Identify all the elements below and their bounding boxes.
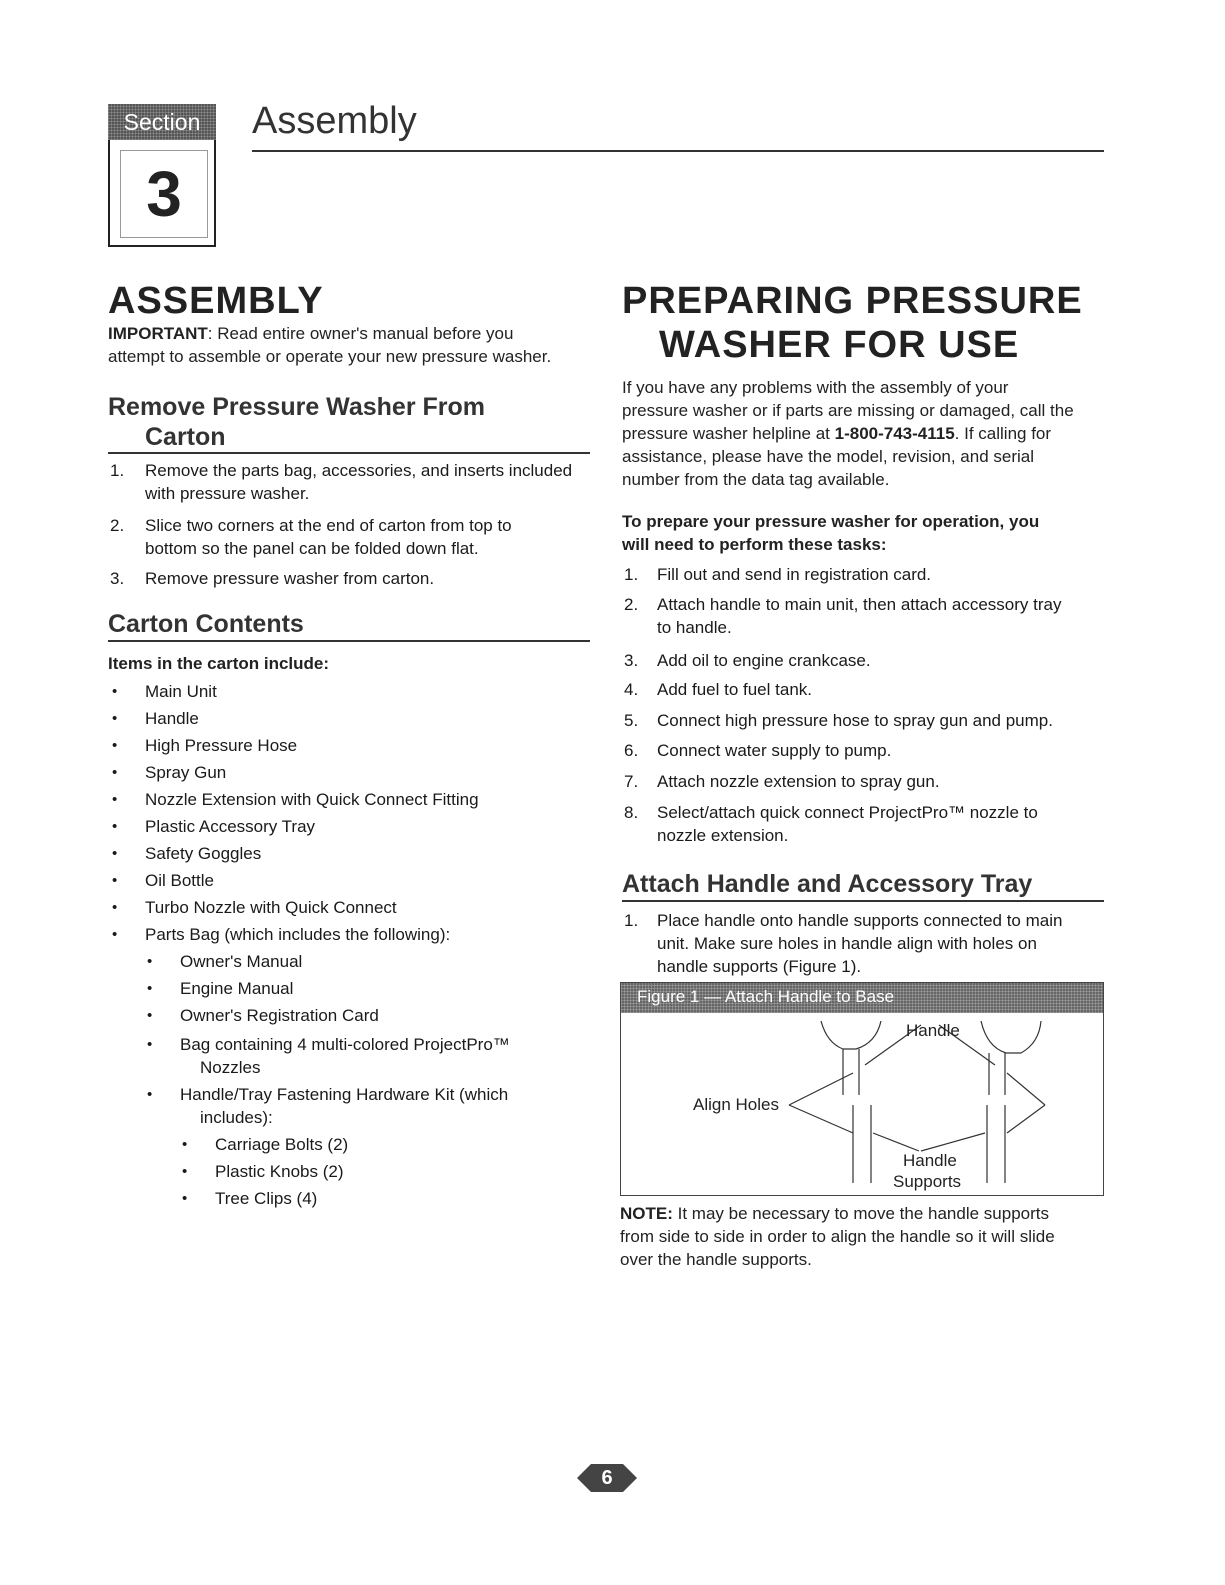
list-item: Parts Bag (which includes the following): bbox=[145, 925, 451, 944]
arrow-align-2 bbox=[789, 1105, 853, 1133]
step-text: bottom so the panel can be folded down flat. bbox=[145, 539, 479, 558]
note-text: It may be necessary to move the handle supports bbox=[672, 1204, 1049, 1223]
important-text-2: attempt to assemble or operate your new pressure washer. bbox=[108, 347, 552, 366]
intro-line: pressure washer or if parts are missing or damaged, call the bbox=[622, 401, 1074, 420]
list-item: Plastic Accessory Tray bbox=[145, 817, 316, 836]
bullet: • bbox=[112, 791, 118, 808]
list-item: Safety Goggles bbox=[145, 844, 262, 863]
bullet: • bbox=[112, 737, 118, 754]
task-number: 8. bbox=[624, 803, 639, 822]
figure-caption-bar bbox=[621, 983, 1103, 1013]
hardware-item: Carriage Bolts (2) bbox=[215, 1135, 349, 1154]
task-number: 2. bbox=[624, 595, 639, 614]
task-text: Connect high pressure hose to spray gun and pump. bbox=[657, 711, 1053, 730]
task-text: nozzle extension. bbox=[657, 826, 789, 845]
list-item: Handle bbox=[145, 709, 199, 728]
step-number: 1. bbox=[624, 911, 639, 930]
task-number: 4. bbox=[624, 680, 639, 699]
figure-caption: Figure 1 — Attach Handle to Base bbox=[637, 987, 895, 1006]
bullet: • bbox=[112, 926, 118, 943]
intro-line: assistance, please have the model, revision, and serial bbox=[622, 447, 1035, 466]
support-left bbox=[853, 1105, 871, 1183]
sub-bullet: • bbox=[147, 1036, 153, 1053]
figure-attach-handle bbox=[620, 982, 1104, 1196]
arrow-support-left bbox=[873, 1133, 919, 1151]
step-number: 2. bbox=[110, 516, 125, 535]
sub-list-item: Owner's Registration Card bbox=[180, 1006, 379, 1025]
note-text: over the handle supports. bbox=[620, 1250, 812, 1269]
sub-list-item-cont: includes): bbox=[200, 1108, 273, 1127]
sub-list-item: Engine Manual bbox=[180, 979, 294, 998]
helpline-paragraph bbox=[622, 376, 1112, 491]
attach-heading-rule bbox=[622, 900, 1104, 902]
label-align-holes: Align Holes bbox=[693, 1095, 779, 1114]
tasks-intro bbox=[622, 510, 1039, 556]
intro-text: . If calling for bbox=[954, 424, 1052, 443]
task-text: Attach nozzle extension to spray gun. bbox=[657, 772, 940, 791]
task-number: 3. bbox=[624, 651, 639, 670]
handle-right-grip bbox=[981, 1021, 1041, 1053]
step-text: Place handle onto handle supports connected to main bbox=[657, 911, 1063, 930]
section-number-box bbox=[108, 140, 216, 247]
bullet: • bbox=[112, 710, 118, 727]
task-text: Select/attach quick connect ProjectPro™ nozzle to bbox=[657, 803, 1038, 822]
tasks-intro-line: To prepare your pressure washer for operation, you bbox=[622, 512, 1040, 531]
sub-bullet: • bbox=[147, 953, 153, 970]
page-number: 6 bbox=[601, 1467, 613, 1489]
task-text: Attach handle to main unit, then attach accessory tray bbox=[657, 595, 1062, 614]
intro-line: number from the data tag available. bbox=[622, 470, 890, 489]
attach-step bbox=[622, 909, 1112, 984]
sub-list-item: Bag containing 4 multi-colored ProjectPro™ bbox=[180, 1035, 510, 1054]
step-text: handle supports (Figure 1). bbox=[657, 957, 862, 976]
task-text: Add oil to engine crankcase. bbox=[657, 651, 871, 670]
sub-sub-bullet: • bbox=[182, 1163, 188, 1180]
tasks-intro-line: will need to perform these tasks: bbox=[622, 535, 887, 554]
label-handle-supports-1: Handle bbox=[903, 1151, 957, 1170]
support-right bbox=[987, 1105, 1005, 1183]
figure-illustration bbox=[621, 983, 1103, 1195]
step-text: with pressure washer. bbox=[145, 484, 310, 503]
important-text: : Read entire owner's manual before you bbox=[207, 324, 514, 343]
bullet: • bbox=[112, 899, 118, 916]
task-number: 1. bbox=[624, 565, 639, 584]
sub-bullet: • bbox=[147, 1007, 153, 1024]
step-number: 1. bbox=[110, 461, 125, 480]
list-item: Main Unit bbox=[145, 682, 217, 701]
bullet: • bbox=[112, 872, 118, 889]
task-text: Connect water supply to pump. bbox=[657, 741, 892, 760]
list-item: High Pressure Hose bbox=[145, 736, 298, 755]
task-text: Add fuel to fuel tank. bbox=[657, 680, 812, 699]
task-text: Fill out and send in registration card. bbox=[657, 565, 932, 584]
remove-heading-line1: Remove Pressure Washer From bbox=[108, 393, 486, 421]
list-item: Turbo Nozzle with Quick Connect bbox=[145, 898, 397, 917]
sub-bullet: • bbox=[147, 980, 153, 997]
important-note bbox=[108, 322, 588, 368]
handle-right-tube bbox=[989, 1053, 1005, 1095]
carton-contents-list bbox=[108, 680, 598, 1220]
bullet: • bbox=[112, 845, 118, 862]
label-handle-supports-2: Supports bbox=[893, 1172, 962, 1191]
handle-left-grip bbox=[821, 1021, 881, 1049]
section-rule bbox=[252, 150, 1104, 152]
tasks-list bbox=[622, 563, 1112, 853]
attach-heading: Attach Handle and Accessory Tray bbox=[622, 870, 1033, 898]
section-title: Assembly bbox=[252, 100, 417, 142]
task-text: to handle. bbox=[657, 618, 732, 637]
sub-bullet: • bbox=[147, 1086, 153, 1103]
arrow-align-4 bbox=[1007, 1105, 1045, 1133]
list-item: Nozzle Extension with Quick Connect Fitting bbox=[145, 790, 479, 809]
bullet: • bbox=[112, 764, 118, 781]
list-item: Oil Bottle bbox=[145, 871, 214, 890]
carton-contents-intro: Items in the carton include: bbox=[108, 654, 330, 673]
arrow-align-3 bbox=[1007, 1073, 1045, 1105]
hardware-item: Plastic Knobs (2) bbox=[215, 1162, 344, 1181]
preparing-heading-line1: PREPARING PRESSURE bbox=[622, 280, 1083, 322]
task-number: 5. bbox=[624, 711, 639, 730]
section-tab-label: Section bbox=[108, 104, 216, 140]
sub-list-item: Handle/Tray Fastening Hardware Kit (which bbox=[180, 1085, 509, 1104]
note-text: from side to side in order to align the handle so it will slide bbox=[620, 1227, 1055, 1246]
bullet: • bbox=[112, 818, 118, 835]
remove-heading-line2: Carton bbox=[145, 423, 226, 451]
note-label: NOTE: bbox=[620, 1204, 673, 1223]
remove-steps-list bbox=[108, 459, 598, 599]
task-number: 7. bbox=[624, 772, 639, 791]
preparing-heading-line2: WASHER FOR USE bbox=[659, 324, 1020, 366]
sub-sub-bullet: • bbox=[182, 1190, 188, 1207]
intro-line: If you have any problems with the assembly of your bbox=[622, 378, 1009, 397]
label-handle: Handle bbox=[906, 1021, 960, 1040]
list-item: Spray Gun bbox=[145, 763, 227, 782]
sub-sub-bullet: • bbox=[182, 1136, 188, 1153]
hardware-item: Tree Clips (4) bbox=[215, 1189, 318, 1208]
carton-contents-heading: Carton Contents bbox=[108, 610, 304, 638]
step-text: Remove the parts bag, accessories, and inserts included bbox=[145, 461, 573, 480]
handle-left-tube bbox=[843, 1049, 859, 1095]
task-number: 6. bbox=[624, 741, 639, 760]
step-text: Remove pressure washer from carton. bbox=[145, 569, 435, 588]
carton-contents-rule bbox=[108, 640, 590, 642]
important-label: IMPORTANT bbox=[108, 324, 208, 343]
note-paragraph bbox=[620, 1202, 1110, 1271]
intro-line-phone bbox=[622, 422, 1112, 445]
assembly-heading: ASSEMBLY bbox=[108, 280, 324, 322]
helpline-number: 1-800-743-4115 bbox=[834, 424, 955, 443]
sub-list-item-cont: Nozzles bbox=[200, 1058, 261, 1077]
page-number-badge bbox=[577, 1458, 637, 1498]
bullet: • bbox=[112, 683, 118, 700]
section-number: 3 bbox=[120, 150, 208, 238]
step-text: unit. Make sure holes in handle align with holes on bbox=[657, 934, 1037, 953]
step-number: 3. bbox=[110, 569, 125, 588]
remove-heading-rule bbox=[108, 452, 590, 454]
sub-list-item: Owner's Manual bbox=[180, 952, 303, 971]
section-badge bbox=[108, 104, 216, 249]
step-text: Slice two corners at the end of carton from top to bbox=[145, 516, 512, 535]
intro-text: pressure washer helpline at bbox=[622, 424, 835, 443]
arrow-support-right bbox=[921, 1133, 985, 1151]
